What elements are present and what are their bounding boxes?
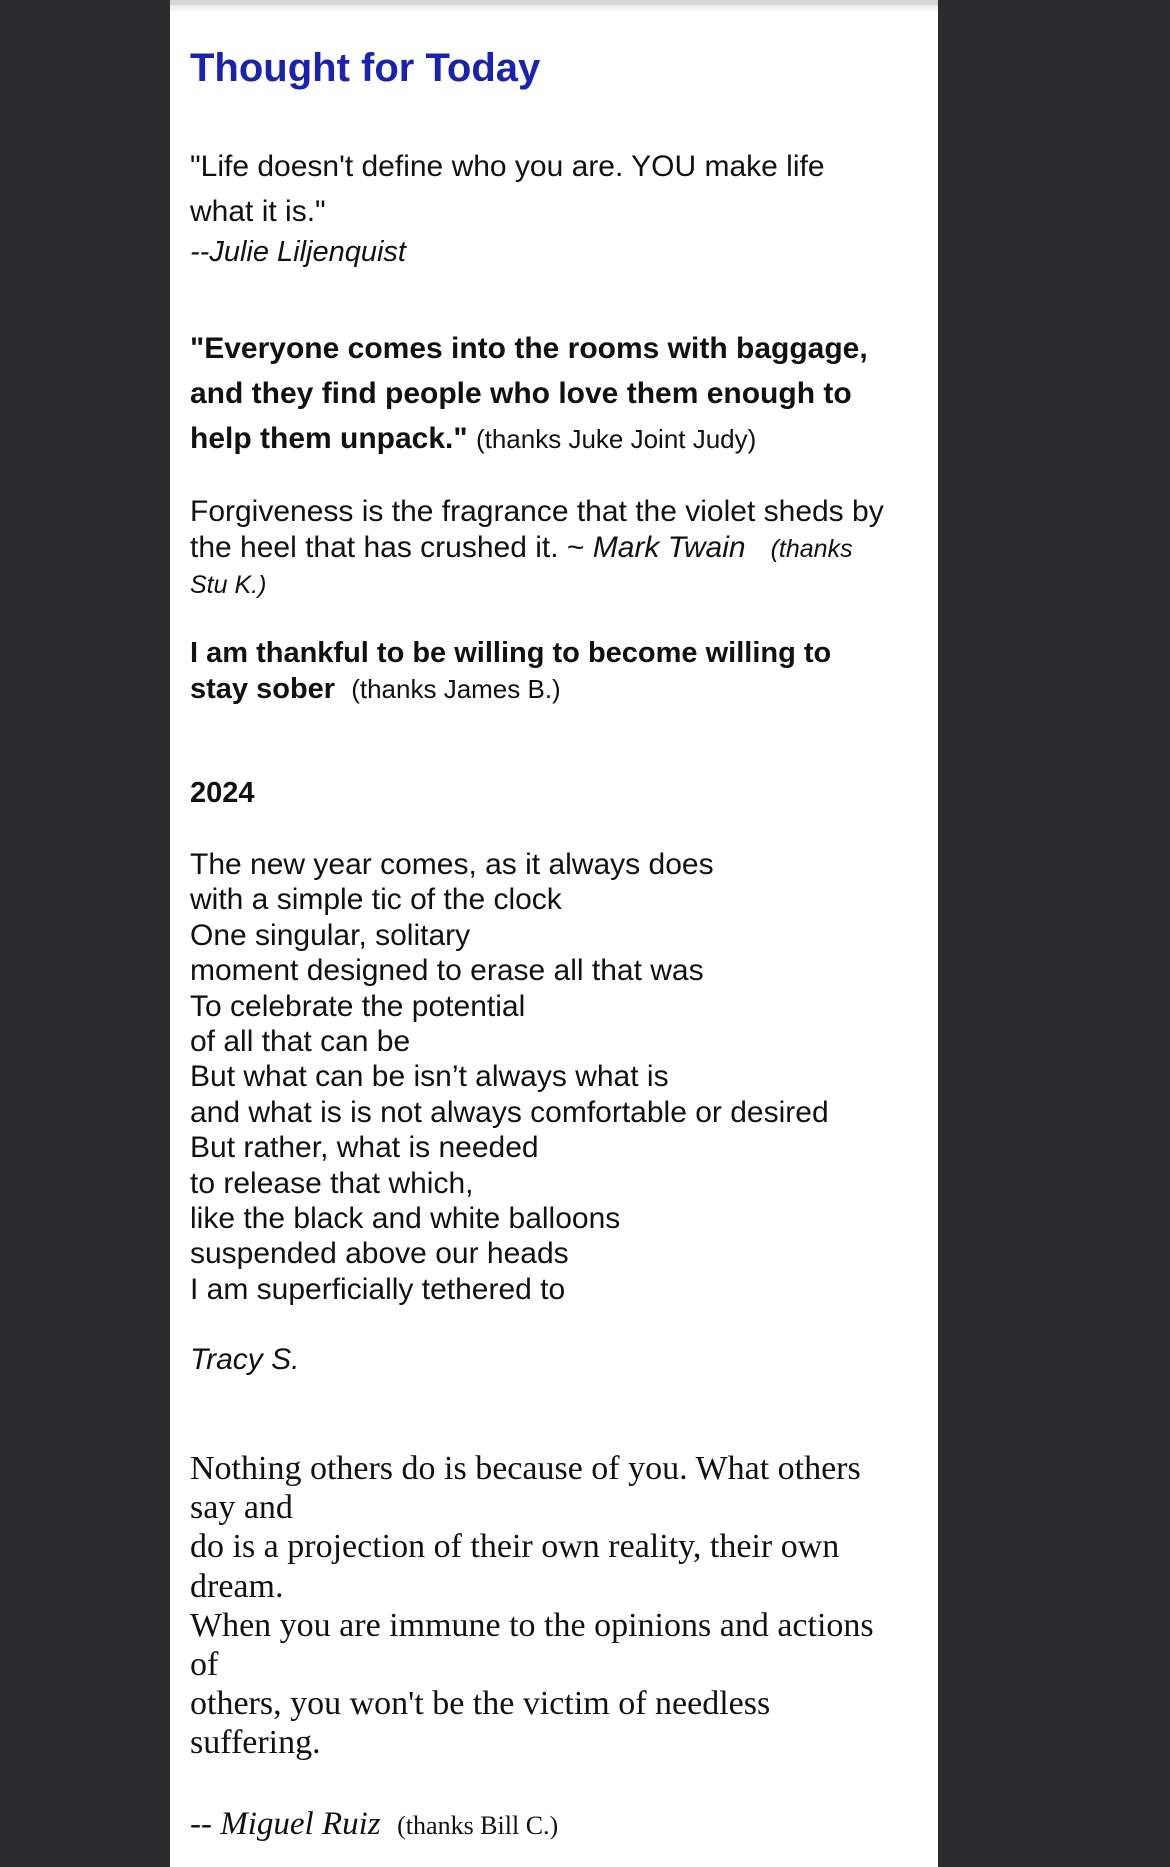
- quote-line: and they find people who love them enough to: [190, 377, 852, 410]
- quote-line: "Life doesn't define who you are. YOU make life: [190, 150, 825, 183]
- quote-thanks: (thanks James B.): [351, 674, 561, 704]
- poem-signature: Tracy S.: [190, 1343, 300, 1376]
- page-top-bar: [170, 0, 938, 12]
- page-title: Thought for Today: [190, 46, 541, 90]
- poem-line: I am superficially tethered to: [190, 1272, 566, 1306]
- poem-line: with a simple tic of the clock: [190, 883, 562, 917]
- poem-body: [190, 847, 829, 1307]
- poem-line: The new year comes, as it always does: [190, 848, 714, 881]
- quote-text: the heel that has crushed it. ~: [190, 531, 593, 564]
- poem-line: like the black and white balloons: [190, 1202, 621, 1236]
- quote-author: Mark Twain: [592, 531, 746, 564]
- quote-line: do is a projection of their own reality, their own: [190, 1528, 840, 1566]
- quote-author: Miguel Ruiz: [220, 1806, 381, 1842]
- quote-line: I am thankful to be willing to become willing to: [190, 637, 832, 669]
- quote-line: others, you won't be the victim of needless: [190, 1685, 771, 1723]
- quote-thanks: (thanks: [770, 535, 853, 563]
- quote-text: help them unpack.": [190, 422, 468, 455]
- poem-line: But rather, what is needed: [190, 1131, 539, 1165]
- poem-line: to release that which,: [190, 1166, 474, 1200]
- poem-line: suspended above our heads: [190, 1237, 569, 1271]
- author-prefix: --: [190, 1806, 221, 1842]
- quote-line: [190, 671, 831, 707]
- poem-line: of all that can be: [190, 1025, 411, 1059]
- quote-baggage: [190, 326, 868, 462]
- quote-line: Forgiveness is the fragrance that the violet sheds by: [190, 495, 884, 528]
- quote-thanks: (thanks Juke Joint Judy): [475, 424, 757, 454]
- poem-line: and what is is not always comfortable or desired: [190, 1095, 829, 1129]
- poem-line: One singular, solitary: [190, 918, 471, 952]
- quote-thanks: (thanks Bill C.): [397, 1811, 559, 1840]
- quote-line: suffering.: [190, 1724, 321, 1762]
- quote-line: dream.: [190, 1567, 284, 1605]
- quote-author: --Julie Liljenquist: [190, 236, 406, 268]
- poem-title: 2024: [190, 777, 255, 809]
- poem-line: But what can be isn’t always what is: [190, 1060, 669, 1094]
- quote-line: Nothing others do is because of you. What others: [190, 1450, 861, 1487]
- quote-line: [190, 416, 868, 462]
- quote-line: [190, 530, 884, 567]
- quote-line: say and: [190, 1489, 293, 1527]
- poem-line: moment designed to erase all that was: [190, 954, 704, 988]
- quote-line: of: [190, 1646, 219, 1684]
- quote-line: "Everyone comes into the rooms with baggage,: [190, 332, 868, 365]
- article-page: [170, 0, 938, 1867]
- quote-forgiveness: [190, 494, 884, 603]
- poem-line: To celebrate the potential: [190, 989, 526, 1023]
- quote-thankful: [190, 635, 831, 707]
- quote-line: When you are immune to the opinions and actions: [190, 1606, 874, 1644]
- quote-text: stay sober: [190, 673, 336, 705]
- quote-ruiz-attribution: [190, 1806, 558, 1843]
- quote-ruiz: [190, 1449, 874, 1763]
- quote-julie: [190, 144, 825, 234]
- quote-line: what it is.": [190, 195, 326, 228]
- quote-thanks-cont: Stu K.): [190, 571, 267, 599]
